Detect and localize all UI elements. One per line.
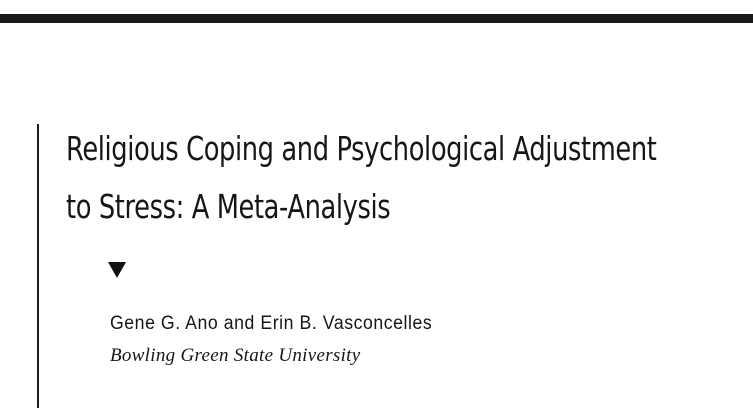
down-triangle-icon <box>108 262 126 278</box>
article-title <box>66 120 657 236</box>
authors: Gene G. Ano and Erin B. Vasconcelles <box>110 313 433 334</box>
article-title-line-1: Religious Coping and Psychological Adjustment <box>66 129 657 168</box>
affiliation: Bowling Green State University <box>110 345 361 366</box>
top-rule <box>0 14 753 23</box>
side-rule <box>37 124 39 408</box>
article-title-line-2: to Stress: A Meta-Analysis <box>66 187 391 226</box>
